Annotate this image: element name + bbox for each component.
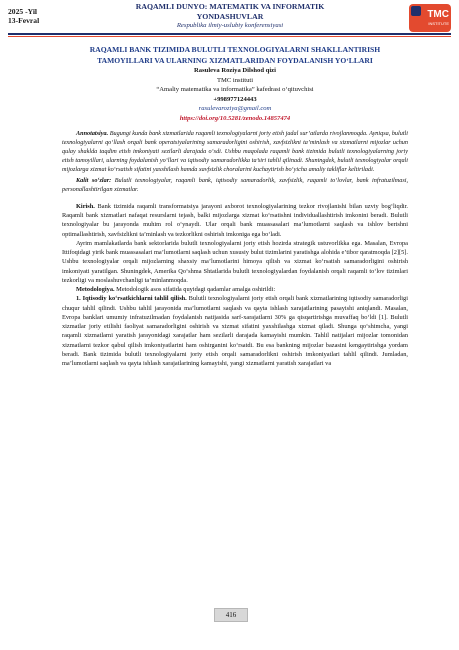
article-title-line2: TAMOYILLARI VA ULARNING XIZMATLARIDAN FOYDALANISH YO‘LLARI (97, 56, 373, 65)
conference-subtitle: Respublika ilmiy-uslubiy konferensiyasi (176, 22, 284, 29)
methodology-paragraph (62, 285, 408, 294)
article-title-line1: RAQAMLI BANK TIZIMIDA BULUTLI TEXNOLOGIYALARNI SHAKLLANTIRISH (89, 45, 381, 54)
abstract-label: Annotatsiya. (76, 129, 109, 137)
methodology-text: Metodologik asos sifatida quyidagi qadamlar amalga oshirildi: (114, 286, 276, 294)
date-year: 2025 -Yil (8, 7, 38, 16)
doi-link[interactable]: https://doi.org/10.5281/zenodo.14857474 (179, 114, 291, 122)
page-number: 416 (214, 608, 248, 622)
date-day: 13-Fevral (8, 16, 40, 25)
list-item-1-label: 1. Iqtisodiy ko‘rsatkichlarni tahlil qilish. (76, 295, 187, 303)
keywords (62, 176, 408, 194)
article-body (62, 42, 408, 368)
author-institution: TMC instituti (216, 76, 254, 84)
methodology-label: Metodologiya. (76, 286, 115, 294)
conference-title (110, 2, 350, 21)
author-email[interactable]: rasulevaroziya@gmail.com (198, 105, 272, 113)
conference-title-line1: RAQAMLI DUNYO: MATEMATIK VA INFORMATIK (135, 2, 325, 11)
intro-paragraph (62, 202, 408, 239)
author-department: “Amaliy matematika va informatika” kafedrasi o‘qituvchisi (156, 86, 314, 94)
abstract (62, 129, 408, 175)
logo-text: TMC (427, 9, 449, 20)
abstract-text: Bugungi kunda bank xizmatlarida raqamli texnologiyalarni joriy etish jadal sur’atlarda rivojlanmoqda. Ayniqsa, bulutli texnologiyalarni qo‘llash orqali bank operatsiyalarining samaradorligini oshirish, xavfsizlikni ta’minlash va xizmatlarni mijozlar uchun qulay shaklda taqdim etish imkoniyati sezilarli darajada o‘sdi. Ushbu maqolada raqamli bank tizimida bulutli texnologiyalarning joriy etish tamoyillari, ularning foydalanish yo‘llari va iqtisodiy samaradorlikka ta’siri tahlil qilinadi. Shuningdek, bulutli texnologiyalar orqali mijozlarga xizmat ko‘rsatish sifatini yaxshilash hamda xavfsizlik choralarini kuchaytirish bo‘yicha amaliy takliflar keltiriladi. (62, 129, 408, 174)
author-phone: +998977124443 (213, 95, 257, 103)
keywords-text: Bulutli texnologiyalar, raqamli bank, iqtisodiy samaradorlik, xavfsizlik, raqamli to‘lovlar, bank infratuzilmasi, personallashtirilgan xizmatlar. (62, 176, 408, 193)
logo-subtext: INSTITUTE (428, 21, 449, 26)
author-name: Rasuleva Roziya Dilshod qizi (194, 67, 276, 74)
keywords-label: Kalit so‘zlar: (76, 176, 112, 184)
page-header (0, 0, 459, 44)
conference-date (8, 7, 39, 25)
list-item-1 (62, 294, 408, 368)
conference-title-line2: YONDASHUVLAR (196, 11, 264, 21)
intro-text: Bank tizimida raqamli transformatsiya jarayoni axborot texnologiyalarining tezkor rivojlanishi bilan uzviy bog‘liqdir. Raqamli bank xizmatlari nafaqat resurslarni tejash, balki mijozlarga xizmat ko‘rsatishni individuallashtirish imkonini beradi. Bulutli texnologiyalar bu jarayonda muhim rol o‘ynaydi. Ular orqali bank muassasalari ma’lumotlarni saqlash va ishlov berishni optimallashtirish, xavfsizlikni ta’minlash va tezkorlikni oshirish imkoniga ega bo‘ladi. (62, 202, 408, 238)
paragraph-2: Ayrim mamlakatlarda bank sektorlarida bulutli texnologiyalarni joriy etish hozirda strategik ustuvorlikka ega. Masalan, Evropa Ittifoqidagi yirik bank muassasalari ma’lumotlarni saqlash uchun xususiy bulut tizimlarini yaratishga alohida e’tibor qaratmoqda [2][5]. Ushbu texnologiyalar orqali mijozlarning shaxsiy ma’lumotlarini himoya qilish va xizmat ko‘rsatish samaradorligini oshirish imkoniyati yaratilgan. Shuningdek, Amerika Qo‘shma Shtatlarida bulutli texnologiyalardan foydalanish orqali raqamli to‘lov tizimlari tezkorligi va moslashuvchanligi ta’minlanmoqda. (62, 239, 408, 284)
header-divider-accent (8, 36, 451, 37)
list-item-1-text: Bulutli texnologiyalarni joriy etish orqali bank xizmatlarining iqtisodiy samaradorligi chuqur tahlil qilindi. Ushbu tahlil jarayonida ma’lumotlarni saqlash va qayta ishlash xarajatlarining pasayishi aniqlandi. Masalan, Evropa banklari umumiy infratuzilmadan foydalanish natijasida sarf-xarajatlarni 30% ga qisqartirishga muvaffaq bo‘ldi [1]. Bulutli xizmatlar joriy etilishi faoliyat samaradorligini oshirish va xizmat sifatini yaxshilashga xizmat qiladi. Shunga qo‘shimcha, yangi raqamli xizmatlarni yaratish jarayonidagi xarajatlar ham sezilarli darajada kamayishi mumkin. Tahlil natijalari mijozlar tomonidan xizmatlarni tezkor qabul qilish imkoniyatlarini ham oshirganini ko‘rsatdi. Bu esa bankning mijozlar bazasini kengaytirishga yordam beradi. Bank tizimida bulutli texnologiyalarni joriy etish orqali samaradorlikni oshirish imkoniyatlari tahlil qilindi. Jumladan, ma’lumotlarni saqlash va qayta ishlash xarajatlarining kamayishi, yangi xizmatlarni yaratish xarajatlari va (62, 295, 408, 368)
header-divider (8, 33, 451, 35)
intro-label: Kirish. (76, 202, 95, 210)
